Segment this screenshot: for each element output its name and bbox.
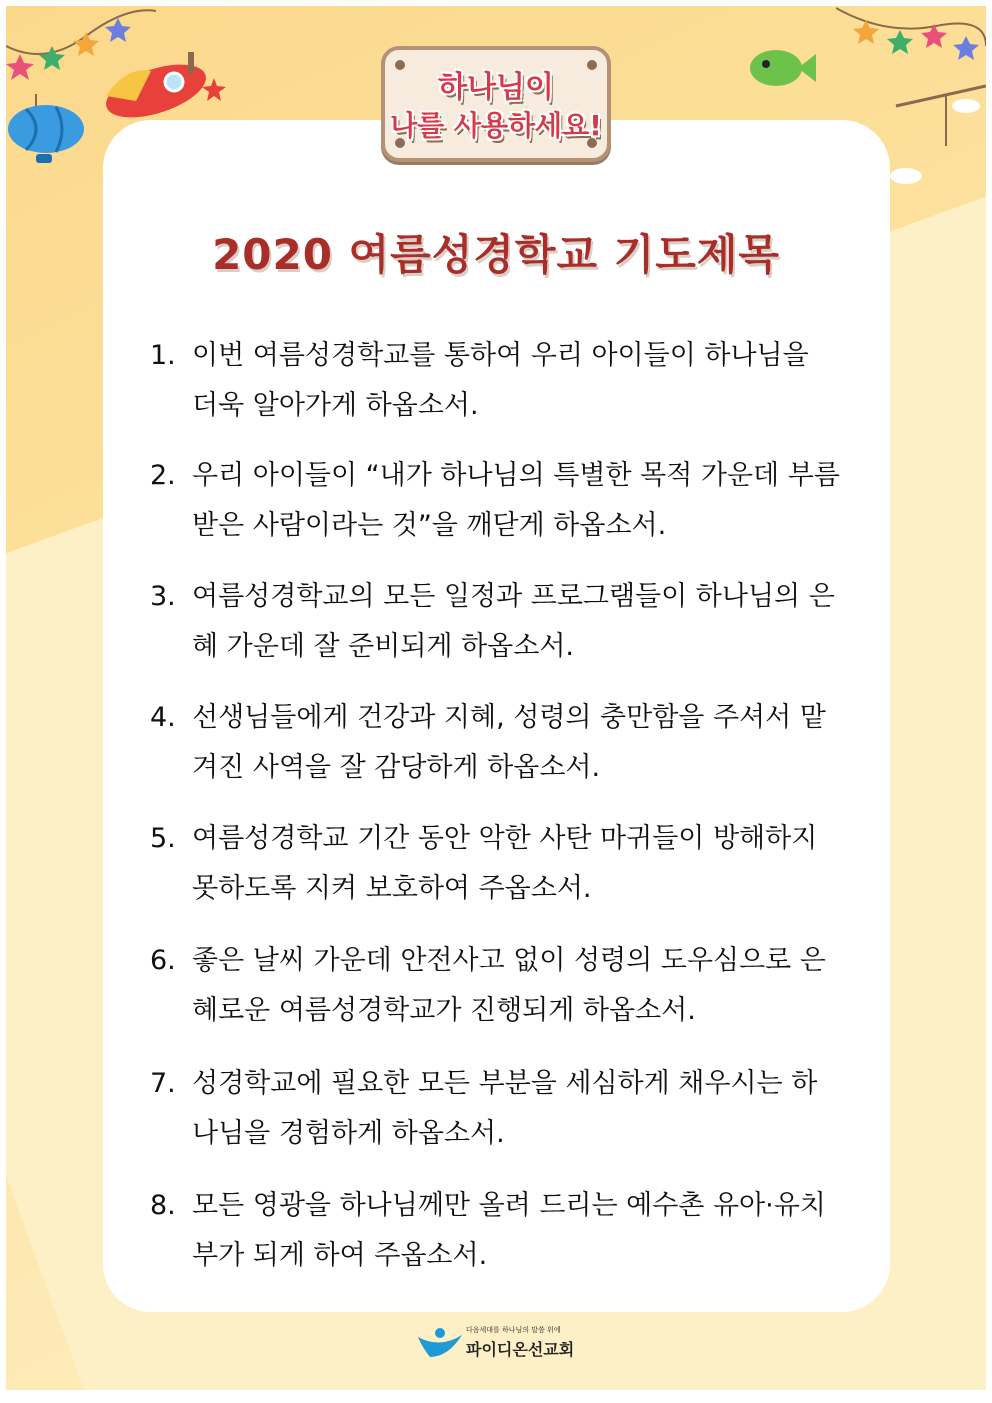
star-red-icon [202,78,226,102]
prayer-text: 모든 영광을 하나님께만 올려 드리는 예수촌 유아·유치부가 되게 하여 주옵소서. [192,1190,826,1271]
footer-tagline: 다음세대를 하나님의 말씀 위에 [466,1326,561,1334]
moon-mobile-icon [886,66,986,236]
footer-logo [418,1325,618,1365]
page-title: 2020 여름성경학교 기도제목 [212,230,780,279]
blimp-icon [6,94,96,174]
program-logo [381,46,611,162]
paidion-bird-icon [418,1327,462,1359]
prayer-text: 선생님들에게 건강과 지혜, 성령의 충만함을 주셔서 맡겨진 사역을 잘 감당하게 하옵소서. [192,702,826,783]
prayer-text: 여름성경학교 기간 동안 악한 사탄 마귀들이 방해하지 못하도록 지켜 보호하여 주옵소서. [192,823,818,904]
logo-line-1: 하나님이 [438,70,554,105]
prayer-text: 이번 여름성경학교를 통하여 우리 아이들이 하나님을 더욱 알아가게 하옵소서. [192,340,809,421]
prayer-number: 3. [150,581,176,612]
footer-church-name: 파이디온선교회 [466,1340,575,1359]
prayer-text: 성경학교에 필요한 모든 부분을 세심하게 채우시는 하나님을 경험하게 하옵소서. [192,1068,818,1149]
prayer-number: 6. [150,945,176,976]
prayer-number: 1. [150,340,176,371]
prayer-number: 5. [150,823,176,854]
prayer-number: 7. [150,1068,176,1099]
prayer-text: 우리 아이들이 “내가 하나님의 특별한 목적 가운데 부름 받은 사람이라는 것”을 깨닫게 하옵소서. [192,460,840,541]
prayer-text: 좋은 날씨 가운데 안전사고 없이 성령의 도우심으로 은혜로운 여름성경학교가 진행되게 하옵소서. [192,945,826,1026]
logo-line-2: 나를 사용하세요! [390,109,602,142]
prayer-text: 여름성경학교의 모든 일정과 프로그램들이 하나님의 은혜 가운데 잘 준비되게 하옵소서. [192,581,835,662]
prayer-number: 4. [150,702,176,733]
fish-icon [746,46,816,91]
prayer-number: 2. [150,460,176,491]
prayer-number: 8. [150,1190,176,1221]
